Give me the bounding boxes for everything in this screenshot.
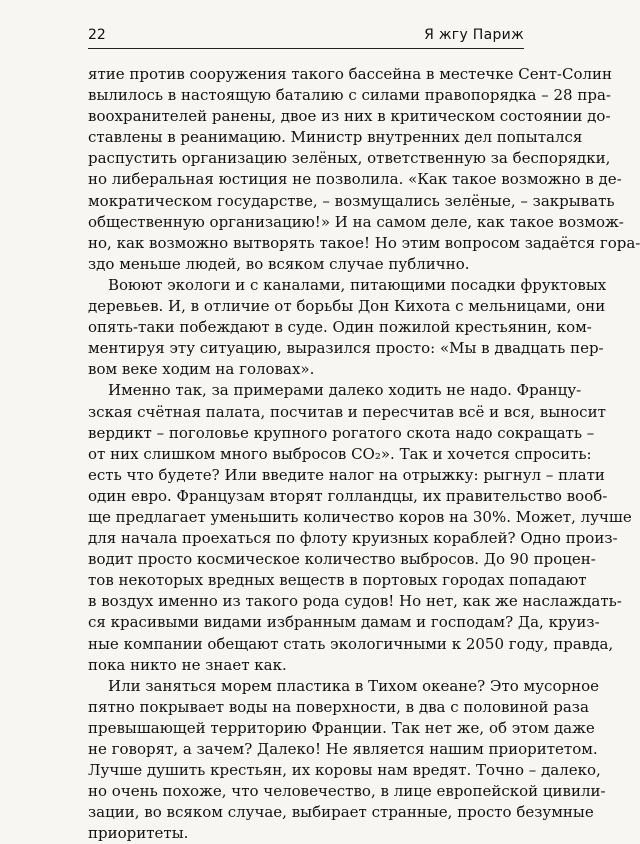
text-line: общественную организацию!» И на самом деле, как такое возмож-: [88, 212, 624, 231]
text-line: тов некоторых вредных веществ в портовых городах попадают: [88, 571, 587, 590]
text-line: ные компании обещают стать экологичными к 2050 году, правда,: [88, 634, 614, 653]
text-line: ставлены в реанимацию. Министр внутренних дел попытался: [88, 128, 583, 147]
text-line: есть что будете? Или введите налог на отрыжку: рыгнул – плати: [88, 465, 605, 484]
text-line: превышающей территорию Франции. Так нет же, об этом даже: [88, 718, 595, 737]
text-line: водит просто космическое количество выбросов. До 90 процен-: [88, 550, 596, 569]
text-line: но очень похоже, что человечество, в лице европейской цивили-: [88, 782, 606, 801]
text-line: вом веке ходим на головах».: [88, 360, 315, 379]
text-line: вердикт – поголовье крупного рогатого скота надо сокращать –: [88, 423, 595, 442]
text-line: вылилось в настоящую баталию с силами правопорядка – 28 пра-: [88, 86, 611, 105]
text-line: ще предлагает уменьшить количество коров на 30%. Может, лучше: [88, 507, 632, 526]
body-text: [88, 64, 640, 844]
paragraph: [88, 380, 632, 675]
text-line: но, как возможно вытворять такое! Но этим вопросом задаётся гора-: [88, 233, 640, 252]
paragraph: [88, 275, 607, 380]
text-line: воохранителей ранены, двое из них в критическом состоянии до-: [88, 107, 611, 126]
text-line: Именно так, за примерами далеко ходить не надо. Францу-: [108, 381, 582, 400]
paragraph: [88, 64, 640, 275]
text-line: распустить организацию зелёных, ответственную за беспорядки,: [88, 149, 611, 168]
text-line: Лучше душить крестьян, их коровы нам вредят. Точно – далеко,: [88, 761, 601, 780]
running-title: Я жгу Париж: [424, 27, 524, 43]
text-line: один евро. Французам вторят голландцы, их правительство вооб-: [88, 486, 608, 505]
text-line: Воюют экологи и с каналами, питающими посадки фруктовых: [108, 275, 607, 294]
text-line: здо меньше людей, во всяком случае публично.: [88, 254, 470, 273]
page-header: [88, 22, 524, 49]
text-line: от них слишком много выбросов CO₂». Так и хочется спросить:: [88, 444, 592, 463]
text-line: зации, во всяком случае, выбирает странные, просто безумные: [88, 803, 594, 822]
text-line: но либеральная юстиция не позволила. «Как такое возможно в де-: [88, 170, 622, 189]
text-line: приоритеты.: [88, 824, 189, 843]
text-line: для начала проехаться по флоту круизных кораблей? Одно произ-: [88, 529, 618, 548]
text-line: пятно покрывает воды на поверхности, в два с половиной раза: [88, 697, 589, 716]
paragraph: [88, 676, 606, 844]
text-line: зская счётная палата, посчитав и пересчитав всё и вся, выносит: [88, 402, 606, 421]
text-line: не говорят, а зачем? Далеко! Не является нашим приоритетом.: [88, 740, 598, 758]
text-line: ментируя эту ситуацию, выразился просто: «Мы в двадцать пер-: [88, 339, 604, 358]
text-line: деревьев. И, в отличие от борьбы Дон Кихота с мельницами, они: [88, 297, 606, 316]
text-line: в воздух именно из такого рода судов! Но нет, как же наслаждать-: [88, 592, 622, 611]
text-line: ятие против сооружения такого бассейна в местечке Сент-Солин: [88, 65, 613, 83]
text-line: ся красивыми видами избранным дамам и господам? Да, круиз-: [88, 613, 600, 632]
text-line: Или заняться морем пластика в Тихом океане? Это мусорное: [108, 676, 599, 695]
text-line: пока никто не знает как.: [88, 655, 287, 674]
page-number: 22: [88, 27, 106, 43]
text-line: мократическом государстве, – возмущались зелёные, – закрывать: [88, 191, 615, 210]
text-line: опять-таки побеждают в суде. Один пожилой крестьянин, ком-: [88, 318, 592, 337]
